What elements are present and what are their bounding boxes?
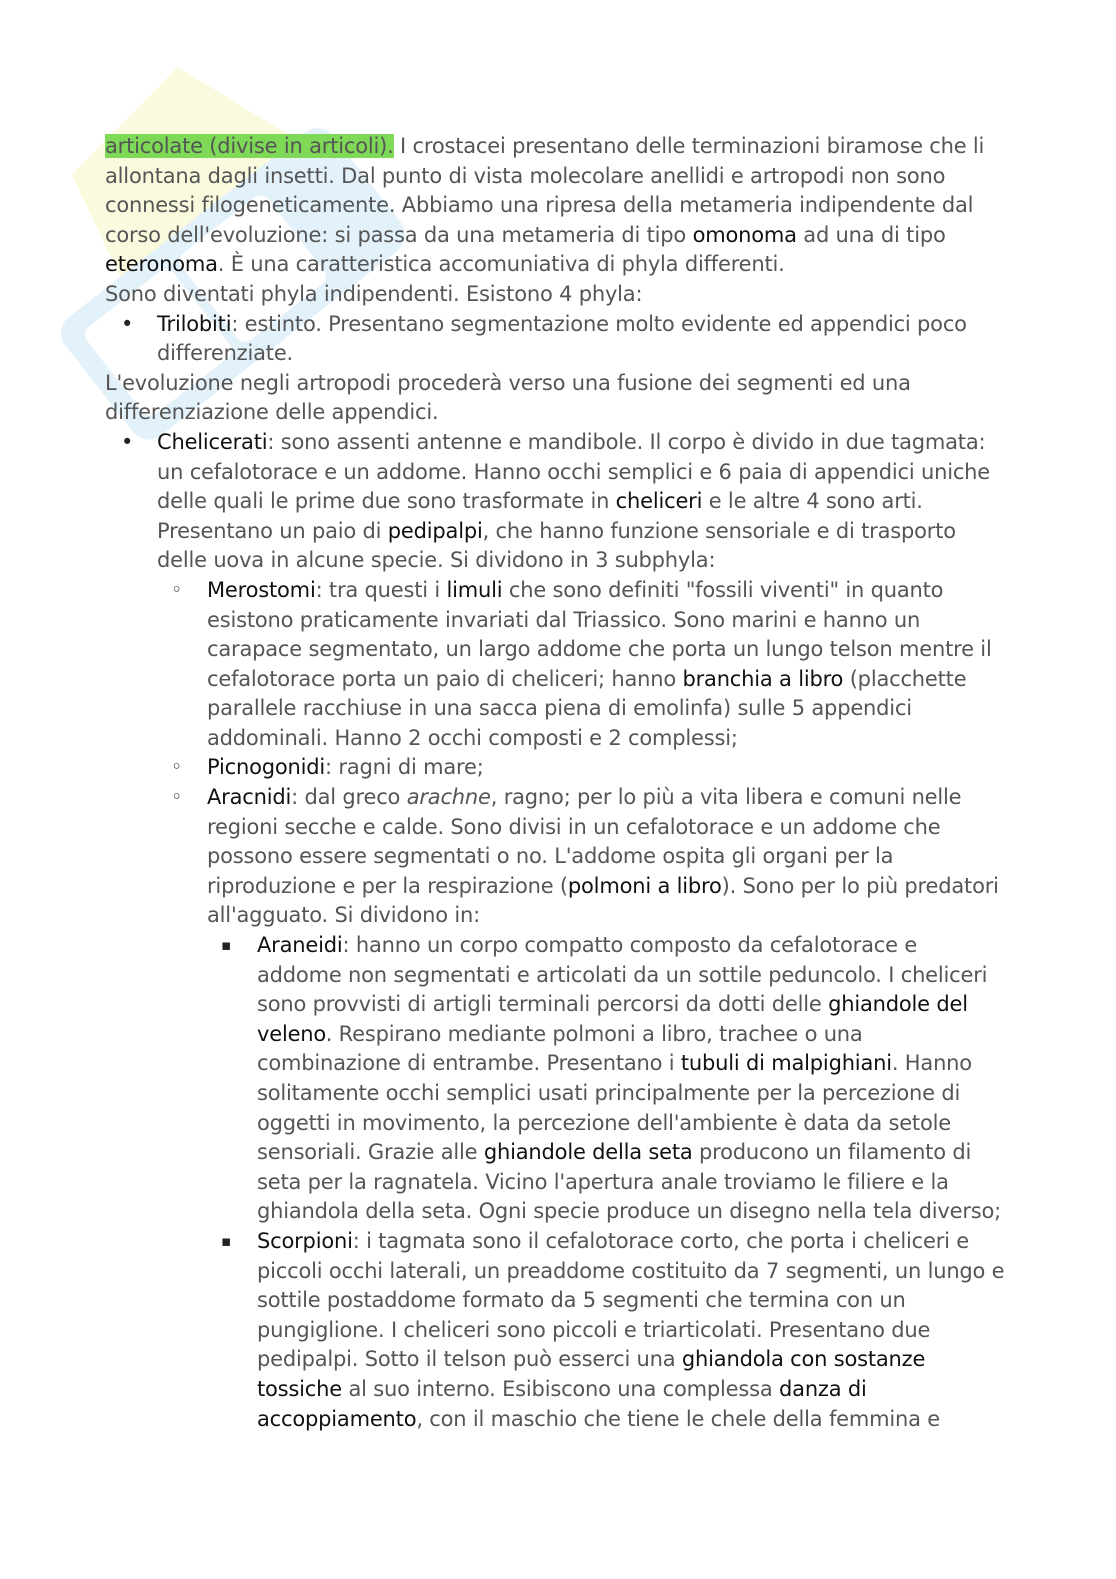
intro-paragraph: articolate (divise in articoli). I crostacei presentano delle terminazioni biramose che li allontana dagli insetti. Dal punto di vista molecolare anellidi e artropodi non sono connessi filogeneticamente. Abbiamo una ripresa della metameria indipendente dal corso dell'evoluzione: si passa da una metameria di tipo omonoma ad una di tipo eteronoma. È una caratteristica accomuniativa di phyla differenti. bbox=[105, 134, 985, 277]
list-item-aracnidi: ◦ Aracnidi: dal greco arachne, ragno; per lo più a vita libera e comuni nelle regioni secche e calde. Sono divisi in un cefalotorace e un addome che possono essere segmentati o no. L'addome ospita gli organi per la riproduzione e per la respirazione (polmoni a libro). Sono per lo più predatori all'agguato. Si dividono in: ▪ Araneidi: hanno un corpo compatto composto da cefalotorace e addome non segmentati e articolati da un sottile peduncolo. I cheliceri sono provvisti di artigli terminali percorsi da dotti delle ghiandole del veleno. Respirano mediante polmoni a libro, trachee o una combinazione di entrambe. Presentano i tubuli di malpighiani. Hanno solitamente occhi semplici usati principalmente per la percezione di oggetti in movimento, la percezione dell'ambiente è data da setole sensoriali. Grazie alle ghiandole della seta producono un filamento di seta per la ragnatela. Vicino l'apertura anale troviamo le filiere e la ghiandola della seta. Ogni specie produce un disegno nella tela diverso; ▪ Scorpioni: i tagmata sono il cefalotorace corto, che porta i cheliceri e piccoli occhi laterali, un preaddome costituito da 7 segmenti, un lungo e sottile postaddome formato da 5 segmenti che termina con un pungiglione. I cheliceri sono piccoli e triarticolati. Presentano due pedipalpi. Sotto il telson può esserci una ghiandola con sostanze tossiche al suo interno. Esibiscono una complessa danza di accoppiamento, con il maschio che tiene le chele della femmina e bbox=[105, 783, 1005, 1434]
term-araneidi: Araneidi bbox=[257, 933, 343, 958]
term-branchia-a-libro: branchia a libro bbox=[682, 666, 844, 691]
term-limuli: limuli bbox=[446, 577, 503, 602]
term-cheliceri: cheliceri bbox=[615, 489, 703, 514]
phyla-intro: Sono diventati phyla indipendenti. Esistono 4 phyla: bbox=[105, 281, 643, 306]
term-chelicerati: Chelicerati bbox=[157, 429, 268, 454]
list-item-scorpioni: ▪ Scorpioni: i tagmata sono il cefalotorace corto, che porta i cheliceri e piccoli occhi laterali, un preaddome costituito da 7 segmenti, un lungo e sottile postaddome formato da 5 segmenti che termina con un pungiglione. I cheliceri sono piccoli e triarticolati. Presentano due pedipalpi. Sotto il telson può esserci una ghiandola con sostanze tossiche al suo interno. Esibiscono una complessa danza di accoppiamento, con il maschio che tiene le chele della femmina e bbox=[105, 1227, 1005, 1434]
term-scorpioni: Scorpioni bbox=[257, 1228, 353, 1253]
term-merostomi: Merostomi bbox=[207, 577, 316, 602]
term-tubuli-di-malpighiani: tubuli di malpighiani bbox=[680, 1051, 892, 1076]
term-eteronoma: eteronoma bbox=[105, 252, 218, 277]
term-omonoma: omonoma bbox=[692, 222, 797, 247]
phyla-list-continued bbox=[105, 428, 1005, 1434]
term-ghiandole-del-veleno: ghiandole del veleno bbox=[257, 992, 968, 1046]
list-item-merostomi: ◦ Merostomi: tra questi i limuli che sono definiti "fossili viventi" in quanto esistono praticamente invariati dal Triassico. Sono marini e hanno un carapace segmentato, un largo addome che porta un lungo telson mentre il cefalotorace porta un paio di cheliceri; hanno branchia a libro (placchette parallele racchiuse in una sacca piena di emolinfa) sulle 5 appendici addominali. Hanno 2 occhi composti e 2 complessi; bbox=[105, 576, 1005, 754]
highlighted-text: articolate (divise in articoli). bbox=[105, 134, 394, 158]
term-picnogonidi: Picnogonidi bbox=[207, 755, 326, 780]
term-ghiandole-della-seta: ghiandole della seta bbox=[483, 1140, 693, 1165]
term-trilobiti: Trilobiti bbox=[157, 311, 232, 336]
term-aracnidi: Aracnidi bbox=[207, 785, 292, 810]
term-danza-di-accoppiamento: danza di accoppiamento bbox=[257, 1376, 867, 1431]
italic-arachne: arachne bbox=[406, 785, 491, 810]
document-page bbox=[105, 132, 1005, 1434]
phyla-list bbox=[105, 310, 1005, 369]
list-item-chelicerati: • Chelicerati: sono assenti antenne e mandibole. Il corpo è divido in due tagmata: un cefalotorace e un addome. Hanno occhi semplici e 6 paia di appendici uniche delle quali le prime due sono trasformate in cheliceri e le altre 4 sono arti. Presentano un paio di pedipalpi, che hanno funzione sensoriale e di trasporto delle uova in alcune specie. Si dividono in 3 subphyla: ◦ Merostomi: tra questi i limuli che sono definiti "fossili viventi" in quanto esistono praticamente invariati dal Triassico. Sono marini e hanno un carapace segmentato, un largo addome che porta un lungo telson mentre il cefalotorace porta un paio di cheliceri; hanno branchia a libro (placchette parallele racchiuse in una sacca piena di emolinfa) sulle 5 appendici addominali. Hanno 2 occhi composti e 2 complessi; ◦ Picnogonidi: ragni di mare; ◦ Aracnidi: dal greco arachne, ragno; per lo più a vita libera e comuni nelle regioni secche e calde. Sono divisi in un cefalotorace e un addome che possono essere segmentati o no. L'addome ospita gli organi per la riproduzione e per la respirazione (polmoni a libro). Sono per lo più predatori all'agguato. Si dividono in: ▪ Araneidi: hanno un corpo compatto composto da cefalotorace e addome non segmentati e articolati da un sottile peduncolo. I cheliceri sono provvisti di artigli terminali percorsi da dotti delle ghiandole del veleno. Respirano mediante polmoni a libro, trachee o una combinazione di entrambe. Presentano i tubuli di malpighiani. Hanno solitamente occhi semplici usati principalmente per la percezione di oggetti in movimento, la percezione dell'ambiente è data da setole sensoriali. Grazie alle ghiandole della seta producono un filamento di seta per la ragnatela. Vicino l'apertura anale troviamo le filiere e la ghiandola della seta. Ogni specie produce un disegno nella tela diverso; ▪ Scorpioni: i tagmata sono il cefalotorace corto, che porta i cheliceri e piccoli occhi laterali, un preaddome costituito da 7 segmenti, un lungo e sottile postaddome formato da 5 segmenti che termina con un pungiglione. I cheliceri sono piccoli e triarticolati. Presentano due pedipalpi. Sotto il telson può esserci una ghiandola con sostanze tossiche al suo interno. Esibiscono una complessa danza di accoppiamento, con il maschio che tiene le chele della femmina e bbox=[105, 428, 1005, 1434]
list-item-araneidi: ▪ Araneidi: hanno un corpo compatto composto da cefalotorace e addome non segmentati e articolati da un sottile peduncolo. I cheliceri sono provvisti di artigli terminali percorsi da dotti delle ghiandole del veleno. Respirano mediante polmoni a libro, trachee o una combinazione di entrambe. Presentano i tubuli di malpighiani. Hanno solitamente occhi semplici usati principalmente per la percezione di oggetti in movimento, la percezione dell'ambiente è data da setole sensoriali. Grazie alle ghiandole della seta producono un filamento di seta per la ragnatela. Vicino l'apertura anale troviamo le filiere e la ghiandola della seta. Ogni specie produce un disegno nella tela diverso; bbox=[105, 931, 1005, 1227]
term-pedipalpi: pedipalpi bbox=[387, 518, 483, 543]
evoluzione-paragraph: L'evoluzione negli artropodi procederà verso una fusione dei segmenti ed una differenziazione delle appendici. bbox=[105, 370, 911, 425]
aracnidi-list bbox=[207, 931, 1005, 1434]
list-item-trilobiti: • Trilobiti: estinto. Presentano segmentazione molto evidente ed appendici poco differenziate. bbox=[105, 310, 1005, 369]
term-polmoni-a-libro: polmoni a libro bbox=[567, 873, 722, 898]
subphyla-list bbox=[157, 576, 1005, 1434]
term-ghiandola-con-sostanze-tossiche: ghiandola con sostanze tossiche bbox=[257, 1347, 926, 1401]
list-item-picnogonidi: ◦ Picnogonidi: ragni di mare; bbox=[105, 753, 1005, 783]
